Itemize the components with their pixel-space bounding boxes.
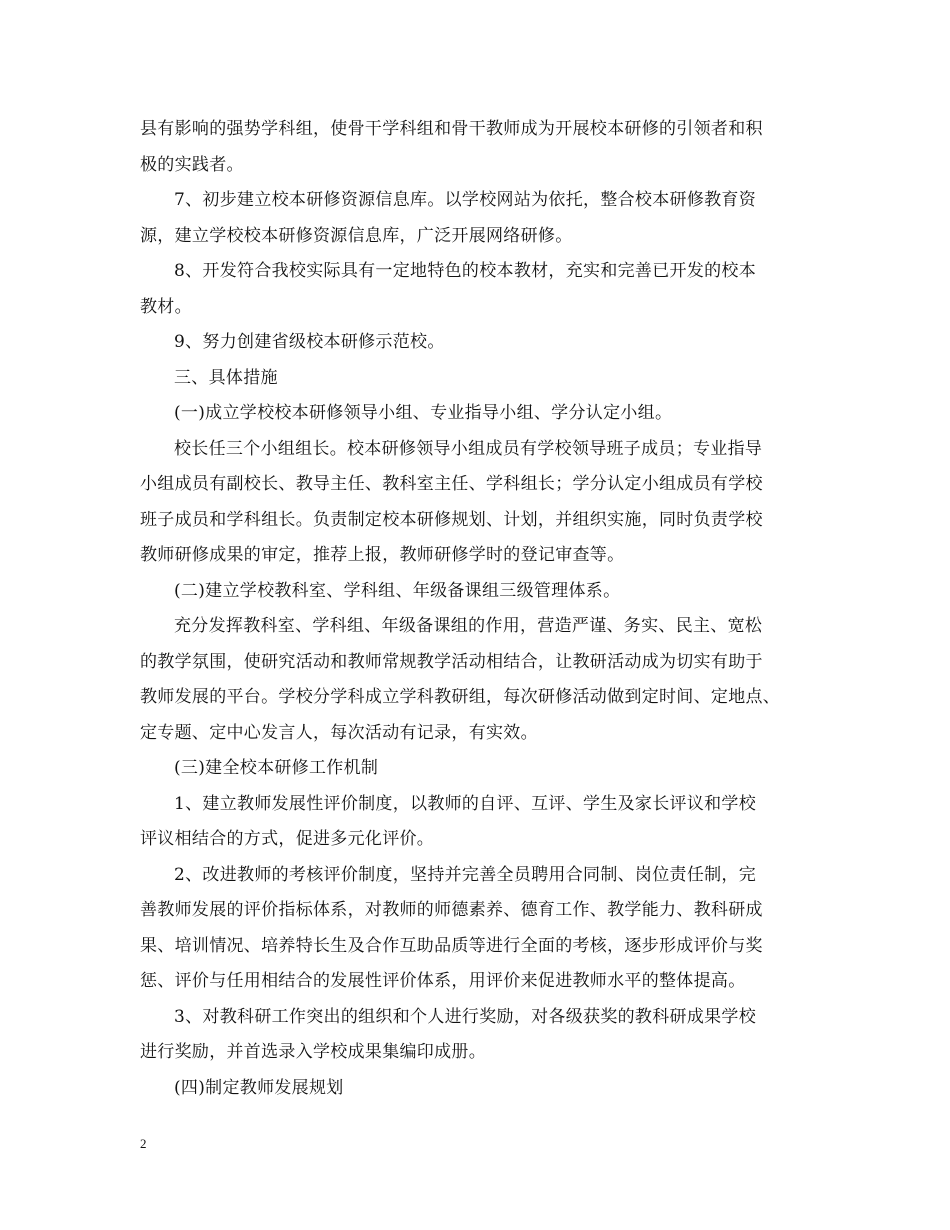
text-line: (三)建全校本研修工作机制 bbox=[174, 758, 379, 778]
text-line: 1、建立教师发展性评价制度，以教师的自评、互评、学生及家长评议和学校 bbox=[174, 793, 757, 814]
text-line: 评议相结合的方式，促进多元化评价。 bbox=[140, 829, 435, 849]
text-line: 的教学氛围，使研究活动和教师常规教学活动相结合，让教研活动成为切实有助于 bbox=[140, 651, 763, 672]
text-line: 果、培训情况、培养特长生及合作互助品质等进行全面的考核，逐步形成评价与奖 bbox=[140, 935, 763, 956]
text-line: 极的实践者。 bbox=[140, 154, 244, 175]
text-line: 小组成员有副校长、教导主任、教科室主任、学科组长；学分认定小组成员有学校 bbox=[140, 474, 763, 494]
page-number: 2 bbox=[140, 1136, 147, 1151]
text-line: 校长任三个小组组长。校本研修领导小组成员有学校领导班子成员；专业指导 bbox=[174, 438, 763, 459]
text-line: 充分发挥教科室、学科组、年级备课组的作用，营造严谨、务实、民主、宽松 bbox=[174, 616, 763, 636]
text-line: (一)成立学校校本研修领导小组、专业指导小组、学分认定小组。 bbox=[174, 403, 673, 423]
text-line: 善教师发展的评价指标体系，对教师的师德素养、德育工作、教学能力、教科研成 bbox=[140, 900, 763, 920]
text-line: 三、具体措施 bbox=[174, 367, 278, 388]
text-line: 定专题、定中心发言人，每次活动有记录，有实效。 bbox=[140, 722, 538, 743]
text-line: 县有影响的强势学科组，使骨干学科组和骨干教师成为开展校本研修的引领者和积 bbox=[140, 119, 763, 139]
text-line: 源，建立学校校本研修资源信息库，广泛开展网络研修。 bbox=[140, 225, 573, 246]
text-line: 进行奖励，并首选录入学校成果集编印成册。 bbox=[140, 1042, 486, 1062]
text-line: 8、开发符合我校实际具有一定地特色的校本教材，充实和完善已开发的校本 bbox=[174, 261, 757, 281]
text-line: 7、初步建立校本研修资源信息库。以学校网站为依托，整合校本研修教育资 bbox=[174, 190, 757, 210]
text-line: (四)制定教师发展规划 bbox=[174, 1077, 344, 1098]
text-line: 教材。 bbox=[140, 296, 192, 317]
text-line: 教师发展的平台。学校分学科成立学科教研组，每次研修活动做到定时间、定地点、 bbox=[140, 687, 781, 707]
text-line: (二)建立学校教科室、学科组、年级备课组三级管理体系。 bbox=[174, 580, 621, 601]
text-line: 2、改进教师的考核评价制度，坚持并完善全员聘用合同制、岗位责任制，完 bbox=[174, 864, 757, 885]
text-line: 9、努力创建省级校本研修示范校。 bbox=[174, 332, 445, 352]
text-line: 3、对教科研工作突出的组织和个人进行奖励，对各级获奖的教科研成果学校 bbox=[174, 1006, 757, 1027]
text-line: 班子成员和学科组长。负责制定校本研修规划、计划，并组织实施，同时负责学校 bbox=[140, 509, 763, 530]
text-line: 惩、评价与任用相结合的发展性评价体系，用评价来促进教师水平的整体提高。 bbox=[140, 971, 746, 991]
document-body bbox=[140, 112, 830, 1106]
text-line: 教师研修成果的审定，推荐上报，教师研修学时的登记审查等。 bbox=[140, 545, 625, 565]
